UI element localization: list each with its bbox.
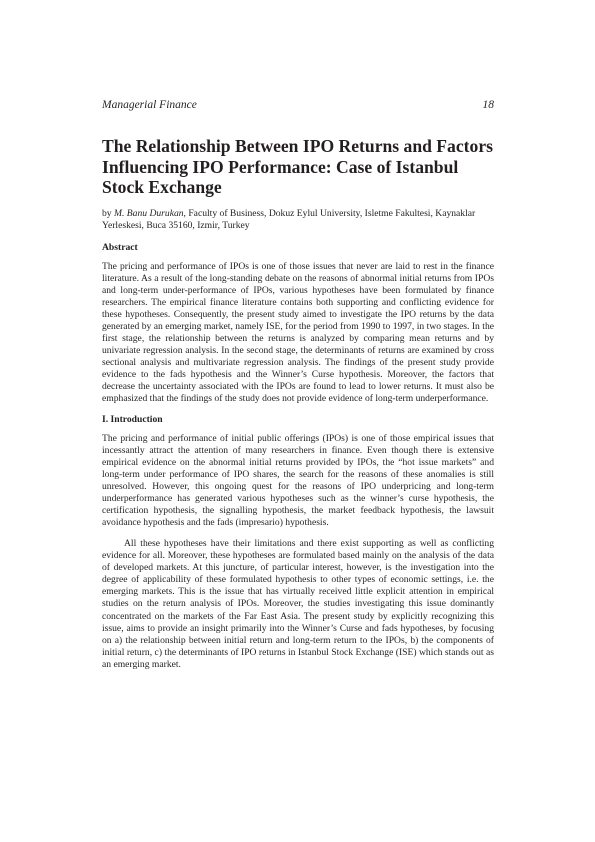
- article-title: The Relationship Between IPO Returns and Factors Influencing IPO Performance: Case of Istanbul Stock Exchange: [102, 136, 493, 197]
- journal-name: Managerial Finance: [102, 99, 197, 111]
- abstract-text: The pricing and performance of IPOs is one of those issues that never are laid to rest in the finance literature. As a result of the long-standing debate on the reasons of abnormal initial returns from IPOs and long-term under-performance of IPOs, various hypotheses have been formulated by finance researchers. The empirical finance literature contains both supporting and conflicting evidence for these hypotheses. Consequently, the present study aimed to investigate the IPO returns by the data generated by an emerging market, namely ISE, for the period from 1990 to 1997, in two stages. In the first stage, the relationship between the returns is analyzed by comparing mean returns and by univariate regression analysis. In the second stage, the determinants of returns are examined by cross sectional analysis and multivariate regression analysis. The findings of the present study provide evidence to the fads hypothesis and the Winner’s Curse hypothesis. Moreover, the factors that decrease the uncertainty associated with the IPOs are found to lead to lower returns. It must also be emphasized that the findings of the study does not provide evidence of long-term underperformance.: [102, 261, 494, 405]
- abstract-heading: Abstract: [102, 242, 138, 254]
- byline: [102, 208, 494, 233]
- running-head: [102, 98, 494, 112]
- introduction-heading: I. Introduction: [102, 414, 163, 426]
- byline-prefix: by: [102, 207, 114, 219]
- introduction-paragraph-1: The pricing and performance of initial public offerings (IPOs) is one of those empirical issues that incessantly attract the attention of many researchers in finance. Even though there is extensive empirical evidence on the abnormal initial returns provided by IPOs, the “hot issue markets” and long-term under performance of IPO shares, the search for the reasons of these anomalies is still unresolved. However, this ongoing quest for the reasons of IPO underpricing and long-term underperformance has generated various hypotheses such as the winner’s curse hypothesis, the certification hypothesis, the signalling hypothesis, the market feedback hypothesis, the lawsuit avoidance hypothesis and the fads (impresario) hypothesis.: [102, 433, 494, 529]
- author-affiliation: , Faculty of Business, Dokuz Eylul University, Isletme Fakultesi, Kaynaklar Yerleskesi, Buca 35160, Izmir, Turkey: [102, 207, 476, 231]
- introduction-paragraph-2: All these hypotheses have their limitations and there exist supporting as well as conflicting evidence for all. Moreover, these hypotheses are formulated based mainly on the analysis of the data of developed markets. At this juncture, of particular interest, however, is the investigation into the degree of applicability of these formulated hypothesis to other types of economic settings, i.e. the emerging markets. This is the issue that has virtually received little explicit attention in empirical studies on the return analysis of IPOs. Moreover, the studies investigating this issue dominantly concentrated on the markets of the Far East Asia. The present study by explicitly recognizing this issue, aims to provide an insight primarily into the Winner’s Curse and fads hypotheses, by focusing on a) the relationship between initial return and long-term return to the IPOs, b) the components of initial return, c) the determinants of IPO returns in Istanbul Stock Exchange (ISE) which stands out as an emerging market.: [102, 538, 494, 670]
- page: [102, 98, 494, 680]
- page-number: 18: [482, 99, 494, 111]
- author-name: M. Banu Durukan: [114, 207, 184, 219]
